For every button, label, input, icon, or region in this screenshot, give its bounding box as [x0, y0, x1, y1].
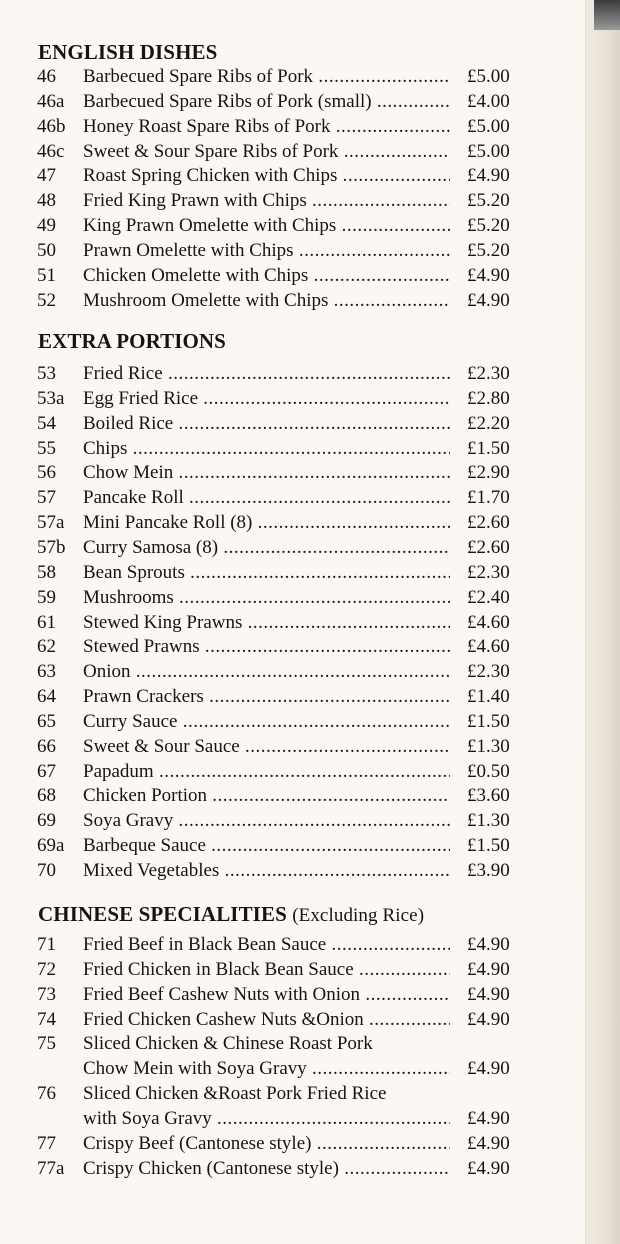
- item-name: Sliced Chicken & Chinese Roast Pork: [83, 1033, 373, 1055]
- item-number: 56: [37, 462, 56, 484]
- menu-item: [0, 140, 560, 165]
- item-number: 67: [37, 760, 56, 782]
- item-number: 58: [37, 561, 56, 583]
- item-name: Papadum .....: [83, 760, 450, 785]
- menu-item: [0, 735, 560, 760]
- item-price: £4.90: [467, 934, 510, 955]
- menu-item: [0, 189, 560, 214]
- item-name: Honey Roast Spare Ribs of Pork .....: [83, 115, 450, 140]
- item-price: £1.50: [467, 710, 510, 732]
- item-name: Stewed Prawns .....: [83, 635, 450, 660]
- item-name: Pancake Roll .....: [83, 486, 450, 511]
- item-number: 46b: [37, 115, 66, 137]
- item-price: £4.60: [467, 636, 510, 658]
- item-number: 70: [37, 860, 56, 881]
- item-number: 68: [37, 785, 56, 807]
- item-name: King Prawn Omelette with Chips .....: [83, 214, 450, 239]
- item-price: £4.90: [467, 1157, 510, 1179]
- section-heading-extra-portions: [38, 329, 226, 354]
- menu-item: [0, 710, 560, 735]
- menu-item: [0, 660, 560, 685]
- item-number: 66: [37, 735, 56, 757]
- menu-item: [0, 809, 560, 834]
- menu-item: [0, 983, 560, 1008]
- item-name: Chow Mein .....: [83, 461, 450, 486]
- item-number: 48: [37, 190, 56, 212]
- item-price: £2.30: [467, 661, 510, 683]
- item-name: Crispy Beef (Cantonese style) .....: [83, 1132, 450, 1157]
- item-number: 47: [37, 165, 56, 187]
- item-name: Fried Beef Cashew Nuts with Onion .....: [83, 983, 450, 1008]
- section-note: (Excluding Rice): [292, 905, 425, 926]
- menu-item: [0, 115, 560, 140]
- item-name: Soya Gravy .....: [83, 809, 450, 834]
- item-number: 54: [37, 412, 56, 434]
- item-name: Fried Chicken Cashew Nuts &Onion .....: [83, 1008, 450, 1033]
- menu-item: [0, 834, 560, 859]
- item-name: Prawn Omelette with Chips .....: [83, 239, 450, 264]
- menu-item: [0, 760, 560, 785]
- item-number: 46: [37, 66, 56, 87]
- item-price: £2.30: [467, 561, 510, 583]
- item-price: £5.20: [467, 239, 510, 261]
- item-name: Chips .....: [83, 437, 450, 462]
- item-price: £2.60: [467, 512, 510, 534]
- item-number: 49: [37, 215, 56, 237]
- menu-item: [0, 685, 560, 710]
- item-number: 76: [37, 1083, 56, 1105]
- item-number: 65: [37, 710, 56, 732]
- menu-item: [0, 1082, 560, 1107]
- menu-item: [0, 586, 560, 611]
- item-number: 74: [37, 1008, 56, 1030]
- section-heading-english-dishes: [38, 40, 217, 65]
- item-number: 57a: [37, 512, 65, 534]
- item-name: Egg Fried Rice .....: [83, 387, 450, 412]
- item-price: £4.90: [467, 165, 510, 187]
- item-price: £2.40: [467, 586, 510, 608]
- item-number: 46c: [37, 140, 65, 162]
- item-name: Bean Sprouts .....: [83, 561, 450, 586]
- item-number: 61: [37, 611, 56, 633]
- item-price: £2.60: [467, 536, 510, 558]
- item-price: £5.00: [467, 115, 510, 137]
- menu-item: [0, 239, 560, 264]
- item-number: 52: [37, 289, 56, 311]
- item-price: £2.90: [467, 462, 510, 484]
- item-name: Mushroom Omelette with Chips .....: [83, 289, 450, 314]
- item-number: 57: [37, 487, 56, 509]
- menu-item: [0, 461, 560, 486]
- item-number: 46a: [37, 90, 65, 112]
- item-price: £1.70: [467, 487, 510, 509]
- item-number: 50: [37, 239, 56, 261]
- item-number: 64: [37, 686, 56, 708]
- item-price: £4.90: [467, 958, 510, 980]
- item-name: Fried Chicken in Black Bean Sauce .....: [83, 958, 450, 983]
- item-price: £2.80: [467, 387, 510, 409]
- item-number: 71: [37, 934, 56, 955]
- item-price: £4.00: [467, 90, 510, 112]
- item-price: £4.60: [467, 611, 510, 633]
- item-name-line2: Chow Mein with Soya Gravy .....: [83, 1057, 450, 1082]
- item-number: 69: [37, 810, 56, 832]
- item-name: Mushrooms .....: [83, 586, 450, 611]
- item-number: 73: [37, 983, 56, 1005]
- item-number: 53a: [37, 387, 65, 409]
- item-name-line2: with Soya Gravy .....: [83, 1107, 450, 1132]
- item-name: Stewed King Prawns .....: [83, 611, 450, 636]
- menu-item: [0, 561, 560, 586]
- menu-item: [0, 784, 560, 809]
- item-name: Chicken Portion .....: [83, 784, 450, 809]
- item-name: Barbecued Spare Ribs of Pork (small) .....: [83, 90, 450, 115]
- item-name: Barbeque Sauce .....: [83, 834, 450, 859]
- item-name: Crispy Chicken (Cantonese style) .....: [83, 1157, 450, 1182]
- menu-item: [0, 214, 560, 239]
- item-number: 75: [37, 1033, 56, 1055]
- item-name: Fried Beef in Black Bean Sauce .....: [83, 933, 450, 958]
- item-price: £5.20: [467, 215, 510, 237]
- menu-item: [0, 387, 560, 412]
- menu-item: [0, 635, 560, 660]
- menu-item: [0, 289, 560, 314]
- item-number: 77: [37, 1132, 56, 1154]
- item-price: £1.30: [467, 810, 510, 832]
- item-name: Chicken Omelette with Chips .....: [83, 264, 450, 289]
- section-title: CHINESE SPECIALITIES: [38, 902, 287, 926]
- item-name: Barbecued Spare Ribs of Pork .....: [83, 65, 450, 90]
- item-price: £4.90: [467, 983, 510, 1005]
- item-name: Fried King Prawn with Chips .....: [83, 189, 450, 214]
- menu-item: [0, 511, 560, 536]
- item-price: £1.50: [467, 835, 510, 857]
- item-price: £5.00: [467, 66, 510, 87]
- page-edge: [585, 0, 620, 1244]
- item-price: £5.00: [467, 140, 510, 162]
- item-price: £4.90: [467, 1132, 510, 1154]
- item-price: £0.50: [467, 760, 510, 782]
- menu-item-continuation: [0, 1057, 560, 1082]
- item-number: 72: [37, 958, 56, 980]
- item-price: £1.30: [467, 735, 510, 757]
- item-number: 57b: [37, 536, 66, 558]
- item-price: £3.90: [467, 860, 510, 881]
- menu-item: [0, 611, 560, 636]
- item-name: Sweet & Sour Sauce .....: [83, 735, 450, 760]
- menu-item: [0, 437, 560, 462]
- menu-item: [0, 412, 560, 437]
- menu-item: [0, 1157, 560, 1182]
- item-name: Boiled Rice .....: [83, 412, 450, 437]
- item-name: Mixed Vegetables .....: [83, 859, 450, 884]
- menu-item: [0, 164, 560, 189]
- item-number: 69a: [37, 835, 65, 857]
- menu-item-continuation: [0, 1107, 560, 1132]
- item-price: £2.20: [467, 412, 510, 434]
- section-title: ENGLISH DISHES: [38, 40, 218, 64]
- section-title: EXTRA PORTIONS: [38, 329, 226, 353]
- item-price: £4.90: [467, 289, 510, 311]
- item-price: £5.20: [467, 190, 510, 212]
- item-number: 51: [37, 264, 56, 286]
- menu-item: [0, 1132, 560, 1157]
- menu-item: [0, 1008, 560, 1033]
- item-price: £1.40: [467, 686, 510, 708]
- item-price: £4.90: [467, 264, 510, 286]
- item-name: Onion .....: [83, 660, 450, 685]
- item-price: £4.90: [467, 1107, 510, 1129]
- item-price: £4.90: [467, 1058, 510, 1080]
- menu-item: [0, 933, 560, 958]
- item-name: Sliced Chicken &Roast Pork Fried Rice: [83, 1083, 387, 1105]
- item-name: Curry Sauce .....: [83, 710, 450, 735]
- menu-item: [0, 90, 560, 115]
- menu-item: [0, 65, 560, 90]
- item-price: £3.60: [467, 785, 510, 807]
- menu-item: [0, 486, 560, 511]
- menu-item: [0, 362, 560, 387]
- item-name: Prawn Crackers .....: [83, 685, 450, 710]
- section-heading-chinese-specialities: [38, 902, 424, 927]
- item-name: Sweet & Sour Spare Ribs of Pork .....: [83, 140, 450, 165]
- item-price: £1.50: [467, 437, 510, 459]
- item-price: £4.90: [467, 1008, 510, 1030]
- menu-item: [0, 1032, 560, 1057]
- scan-corner-shadow: [594, 0, 620, 30]
- item-name: Fried Rice .....: [83, 362, 450, 387]
- item-number: 77a: [37, 1157, 65, 1179]
- menu-item: [0, 264, 560, 289]
- item-price: £2.30: [467, 363, 510, 384]
- menu-item: [0, 536, 560, 561]
- menu-item: [0, 958, 560, 983]
- item-number: 63: [37, 661, 56, 683]
- item-name: Curry Samosa (8) .....: [83, 536, 450, 561]
- menu-item: [0, 859, 560, 884]
- item-name: Roast Spring Chicken with Chips .....: [83, 164, 450, 189]
- item-number: 55: [37, 437, 56, 459]
- item-name: Mini Pancake Roll (8) .....: [83, 511, 450, 536]
- item-number: 53: [37, 363, 56, 384]
- item-number: 62: [37, 636, 56, 658]
- item-number: 59: [37, 586, 56, 608]
